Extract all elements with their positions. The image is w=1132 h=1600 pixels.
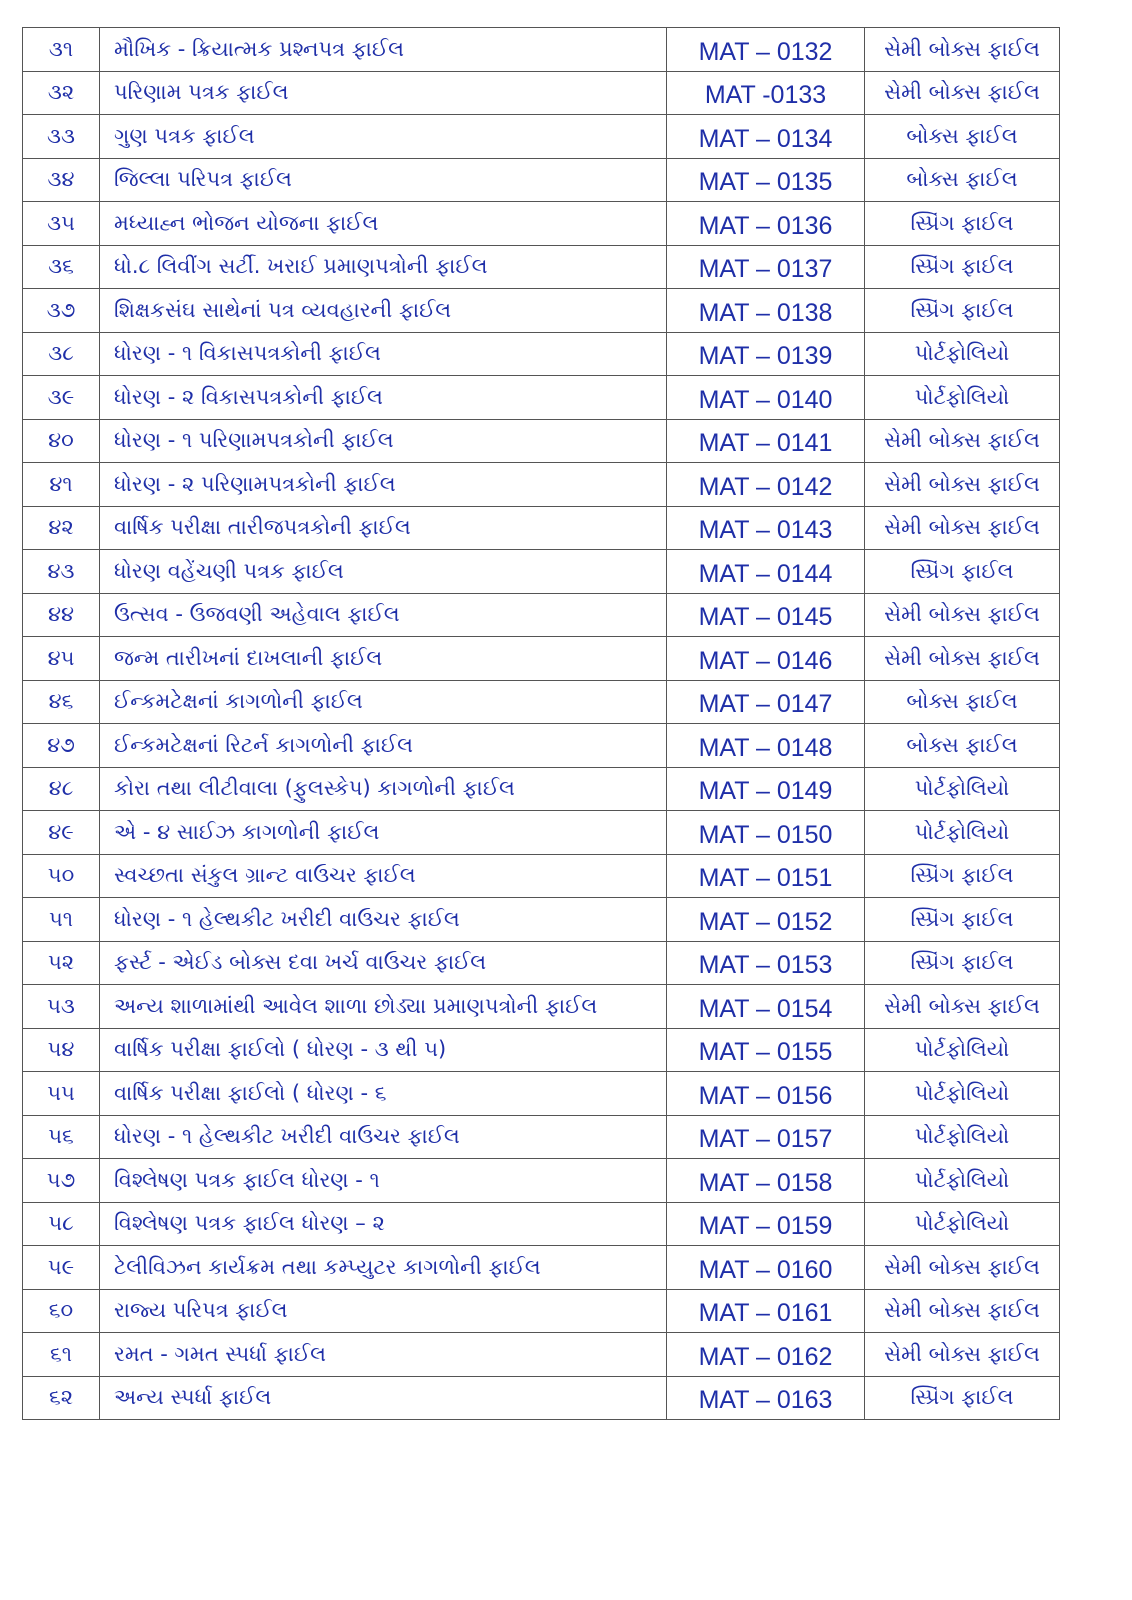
serial-number-cell: ૪૧ <box>23 463 100 507</box>
serial-number-cell: ૩૬ <box>23 245 100 289</box>
file-code-cell: MAT – 0159 <box>667 1202 865 1246</box>
file-code-cell: MAT – 0150 <box>667 811 865 855</box>
table-row <box>23 550 1060 594</box>
table-row <box>23 1115 1060 1159</box>
table-row <box>23 941 1060 985</box>
table-row <box>23 1072 1060 1116</box>
table-row <box>23 898 1060 942</box>
file-name-cell: ટેલીવિઝન કાર્યક્રમ તથા કમ્પ્યુટર કાગળોની ફાઈલ <box>100 1246 667 1290</box>
file-name-cell: વિશ્લેષણ પત્રક ફાઈલ ધોરણ - ૧ <box>100 1159 667 1203</box>
serial-number-cell: ૫૬ <box>23 1115 100 1159</box>
file-code-cell: MAT – 0139 <box>667 332 865 376</box>
file-name-cell: ધોરણ - ૧ હેલ્થકીટ ખરીદી વાઉચર ફાઈલ <box>100 1115 667 1159</box>
file-name-cell: રાજ્ય પરિપત્ર ફાઈલ <box>100 1289 667 1333</box>
file-type-cell: સ્પ્રિંગ ફાઈલ <box>865 289 1060 333</box>
file-type-cell: પોર્ટફોલિયો <box>865 376 1060 420</box>
table-row <box>23 245 1060 289</box>
table-row <box>23 158 1060 202</box>
table-row <box>23 854 1060 898</box>
file-code-cell: MAT – 0141 <box>667 419 865 463</box>
serial-number-cell: ૫૨ <box>23 941 100 985</box>
table-row <box>23 1246 1060 1290</box>
serial-number-cell: ૫૩ <box>23 985 100 1029</box>
file-type-cell: સેમી બોક્સ ફાઈલ <box>865 28 1060 72</box>
file-name-cell: એ - ૪ સાઈઝ કાગળોની ફાઈલ <box>100 811 667 855</box>
file-type-cell: પોર્ટફોલિયો <box>865 1202 1060 1246</box>
table-row <box>23 593 1060 637</box>
table-row <box>23 1376 1060 1420</box>
file-type-cell: સ્પ્રિંગ ફાઈલ <box>865 1376 1060 1420</box>
file-code-cell: MAT – 0153 <box>667 941 865 985</box>
table-row <box>23 811 1060 855</box>
serial-number-cell: ૪૮ <box>23 767 100 811</box>
file-name-cell: ઉત્સવ - ઉજવણી અહેવાલ ફાઈલ <box>100 593 667 637</box>
serial-number-cell: ૩૭ <box>23 289 100 333</box>
file-code-cell: MAT – 0156 <box>667 1072 865 1116</box>
file-code-cell: MAT – 0148 <box>667 724 865 768</box>
file-name-cell: વાર્ષિક પરીક્ષા તારીજપત્રકોની ફાઈલ <box>100 506 667 550</box>
serial-number-cell: ૩૯ <box>23 376 100 420</box>
file-name-cell: ગુણ પત્રક ફાઈલ <box>100 115 667 159</box>
table-row <box>23 1202 1060 1246</box>
file-type-cell: સેમી બોક્સ ફાઈલ <box>865 593 1060 637</box>
file-code-cell: MAT – 0152 <box>667 898 865 942</box>
file-type-cell: સેમી બોક્સ ફાઈલ <box>865 419 1060 463</box>
file-name-cell: મધ્યાહ્ન ભોજન યોજના ફાઈલ <box>100 202 667 246</box>
table-row <box>23 767 1060 811</box>
file-type-cell: સેમી બોક્સ ફાઈલ <box>865 1289 1060 1333</box>
serial-number-cell: ૪૭ <box>23 724 100 768</box>
serial-number-cell: ૩૪ <box>23 158 100 202</box>
table-row <box>23 289 1060 333</box>
serial-number-cell: ૪૪ <box>23 593 100 637</box>
file-name-cell: વિશ્લેષણ પત્રક ફાઈલ ધોરણ – ૨ <box>100 1202 667 1246</box>
file-name-cell: ધોરણ - ૧ હેલ્થકીટ ખરીદી વાઉચર ફાઈલ <box>100 898 667 942</box>
table-row <box>23 1159 1060 1203</box>
file-name-cell: ઈન્કમટેક્ષનાં કાગળોની ફાઈલ <box>100 680 667 724</box>
serial-number-cell: ૫૯ <box>23 1246 100 1290</box>
serial-number-cell: ૩૨ <box>23 71 100 115</box>
file-name-cell: ધોરણ - ૨ પરિણામપત્રકોની ફાઈલ <box>100 463 667 507</box>
file-type-cell: પોર્ટફોલિયો <box>865 1028 1060 1072</box>
file-name-cell: વાર્ષિક પરીક્ષા ફાઈલો ( ધોરણ - ૬ <box>100 1072 667 1116</box>
file-code-cell: MAT – 0143 <box>667 506 865 550</box>
file-code-cell: MAT – 0151 <box>667 854 865 898</box>
table-row <box>23 1333 1060 1377</box>
serial-number-cell: ૪૩ <box>23 550 100 594</box>
file-type-cell: સેમી બોક્સ ફાઈલ <box>865 71 1060 115</box>
file-code-cell: MAT – 0158 <box>667 1159 865 1203</box>
file-name-cell: ધોરણ - ૧ પરિણામપત્રકોની ફાઈલ <box>100 419 667 463</box>
table-row <box>23 680 1060 724</box>
file-code-cell: MAT – 0154 <box>667 985 865 1029</box>
file-name-cell: ધોરણ વહેંચણી પત્રક ફાઈલ <box>100 550 667 594</box>
serial-number-cell: ૬૨ <box>23 1376 100 1420</box>
table-row <box>23 71 1060 115</box>
file-code-cell: MAT – 0146 <box>667 637 865 681</box>
file-type-cell: સ્પ્રિંગ ફાઈલ <box>865 898 1060 942</box>
serial-number-cell: ૫૫ <box>23 1072 100 1116</box>
file-name-cell: ધોરણ - ૨ વિકાસપત્રકોની ફાઈલ <box>100 376 667 420</box>
file-type-cell: સ્પ્રિંગ ફાઈલ <box>865 245 1060 289</box>
file-name-cell: રમત - ગમત સ્પર્ધા ફાઈલ <box>100 1333 667 1377</box>
file-type-cell: પોર્ટફોલિયો <box>865 811 1060 855</box>
table-row <box>23 1028 1060 1072</box>
file-name-cell: ફર્સ્ટ - એઈડ બોક્સ દવા ખર્ચ વાઉચર ફાઈલ <box>100 941 667 985</box>
file-type-cell: બોક્સ ફાઈલ <box>865 724 1060 768</box>
file-type-cell: પોર્ટફોલિયો <box>865 1115 1060 1159</box>
serial-number-cell: ૪૦ <box>23 419 100 463</box>
file-name-cell: શિક્ષકસંઘ સાથેનાં પત્ર વ્યવહારની ફાઈલ <box>100 289 667 333</box>
file-name-cell: ધોરણ - ૧ વિકાસપત્રકોની ફાઈલ <box>100 332 667 376</box>
file-type-cell: સ્પ્રિંગ ફાઈલ <box>865 941 1060 985</box>
file-code-cell: MAT – 0157 <box>667 1115 865 1159</box>
serial-number-cell: ૫૦ <box>23 854 100 898</box>
table-row <box>23 376 1060 420</box>
file-code-cell: MAT – 0155 <box>667 1028 865 1072</box>
table-row <box>23 419 1060 463</box>
file-code-cell: MAT – 0142 <box>667 463 865 507</box>
file-code-cell: MAT – 0145 <box>667 593 865 637</box>
file-name-cell: ધો.૮ લિવીંગ સર્ટી. ખરાઈ પ્રમાણપત્રોની ફાઈલ <box>100 245 667 289</box>
file-name-cell: વાર્ષિક પરીક્ષા ફાઈલો ( ધોરણ - ૩ થી ૫) <box>100 1028 667 1072</box>
file-type-cell: બોક્સ ફાઈલ <box>865 115 1060 159</box>
file-type-cell: સ્પ્રિંગ ફાઈલ <box>865 550 1060 594</box>
file-type-cell: પોર્ટફોલિયો <box>865 332 1060 376</box>
serial-number-cell: ૩૮ <box>23 332 100 376</box>
table-row <box>23 115 1060 159</box>
file-type-cell: સેમી બોક્સ ફાઈલ <box>865 1246 1060 1290</box>
table-row <box>23 724 1060 768</box>
file-name-cell: અન્ય સ્પર્ધા ફાઈલ <box>100 1376 667 1420</box>
file-code-cell: MAT – 0137 <box>667 245 865 289</box>
table-row <box>23 985 1060 1029</box>
table-row <box>23 1289 1060 1333</box>
file-name-cell: ઈન્કમટેક્ષનાં રિટર્ન કાગળોની ફાઈલ <box>100 724 667 768</box>
file-code-cell: MAT -0133 <box>667 71 865 115</box>
file-name-cell: અન્ય શાળામાંથી આવેલ શાળા છોડ્યા પ્રમાણપત્રોની ફાઈલ <box>100 985 667 1029</box>
file-name-cell: કોરા તથા લીટીવાલા (ફુલસ્કેપ) કાગળોની ફાઈલ <box>100 767 667 811</box>
file-name-cell: મૌખિક - ક્રિયાત્મક પ્રશ્નપત્ર ફાઈલ <box>100 28 667 72</box>
table-row <box>23 506 1060 550</box>
file-code-cell: MAT – 0132 <box>667 28 865 72</box>
file-type-cell: બોક્સ ફાઈલ <box>865 158 1060 202</box>
file-code-cell: MAT – 0161 <box>667 1289 865 1333</box>
table-row <box>23 202 1060 246</box>
file-name-cell: સ્વચ્છતા સંકુલ ગ્રાન્ટ વાઉચર ફાઈલ <box>100 854 667 898</box>
file-type-cell: સ્પ્રિંગ ફાઈલ <box>865 854 1060 898</box>
serial-number-cell: ૫૪ <box>23 1028 100 1072</box>
serial-number-cell: ૬૦ <box>23 1289 100 1333</box>
file-register-body <box>23 28 1060 1420</box>
file-type-cell: સ્પ્રિંગ ફાઈલ <box>865 202 1060 246</box>
file-type-cell: સેમી બોક્સ ફાઈલ <box>865 1333 1060 1377</box>
serial-number-cell: ૩૧ <box>23 28 100 72</box>
serial-number-cell: ૪૨ <box>23 506 100 550</box>
file-code-cell: MAT – 0144 <box>667 550 865 594</box>
file-code-cell: MAT – 0138 <box>667 289 865 333</box>
file-name-cell: જન્મ તારીખનાં દાખલાની ફાઈલ <box>100 637 667 681</box>
file-code-cell: MAT – 0160 <box>667 1246 865 1290</box>
serial-number-cell: ૫૮ <box>23 1202 100 1246</box>
file-type-cell: પોર્ટફોલિયો <box>865 1072 1060 1116</box>
table-row <box>23 332 1060 376</box>
file-name-cell: પરિણામ પત્રક ફાઈલ <box>100 71 667 115</box>
file-code-cell: MAT – 0135 <box>667 158 865 202</box>
table-row <box>23 637 1060 681</box>
file-type-cell: પોર્ટફોલિયો <box>865 767 1060 811</box>
serial-number-cell: ૩૫ <box>23 202 100 246</box>
file-type-cell: સેમી બોક્સ ફાઈલ <box>865 506 1060 550</box>
file-type-cell: પોર્ટફોલિયો <box>865 1159 1060 1203</box>
table-row <box>23 463 1060 507</box>
file-type-cell: સેમી બોક્સ ફાઈલ <box>865 463 1060 507</box>
file-code-cell: MAT – 0140 <box>667 376 865 420</box>
file-code-cell: MAT – 0162 <box>667 1333 865 1377</box>
file-code-cell: MAT – 0136 <box>667 202 865 246</box>
serial-number-cell: ૪૯ <box>23 811 100 855</box>
serial-number-cell: ૫૭ <box>23 1159 100 1203</box>
serial-number-cell: ૫૧ <box>23 898 100 942</box>
serial-number-cell: ૬૧ <box>23 1333 100 1377</box>
file-type-cell: સેમી બોક્સ ફાઈલ <box>865 985 1060 1029</box>
table-row <box>23 28 1060 72</box>
file-type-cell: સેમી બોક્સ ફાઈલ <box>865 637 1060 681</box>
file-code-cell: MAT – 0149 <box>667 767 865 811</box>
file-name-cell: જિલ્લા પરિપત્ર ફાઈલ <box>100 158 667 202</box>
file-type-cell: બોક્સ ફાઈલ <box>865 680 1060 724</box>
file-code-cell: MAT – 0134 <box>667 115 865 159</box>
file-code-cell: MAT – 0163 <box>667 1376 865 1420</box>
serial-number-cell: ૩૩ <box>23 115 100 159</box>
file-register-table <box>22 27 1060 1420</box>
serial-number-cell: ૪૬ <box>23 680 100 724</box>
file-code-cell: MAT – 0147 <box>667 680 865 724</box>
serial-number-cell: ૪૫ <box>23 637 100 681</box>
